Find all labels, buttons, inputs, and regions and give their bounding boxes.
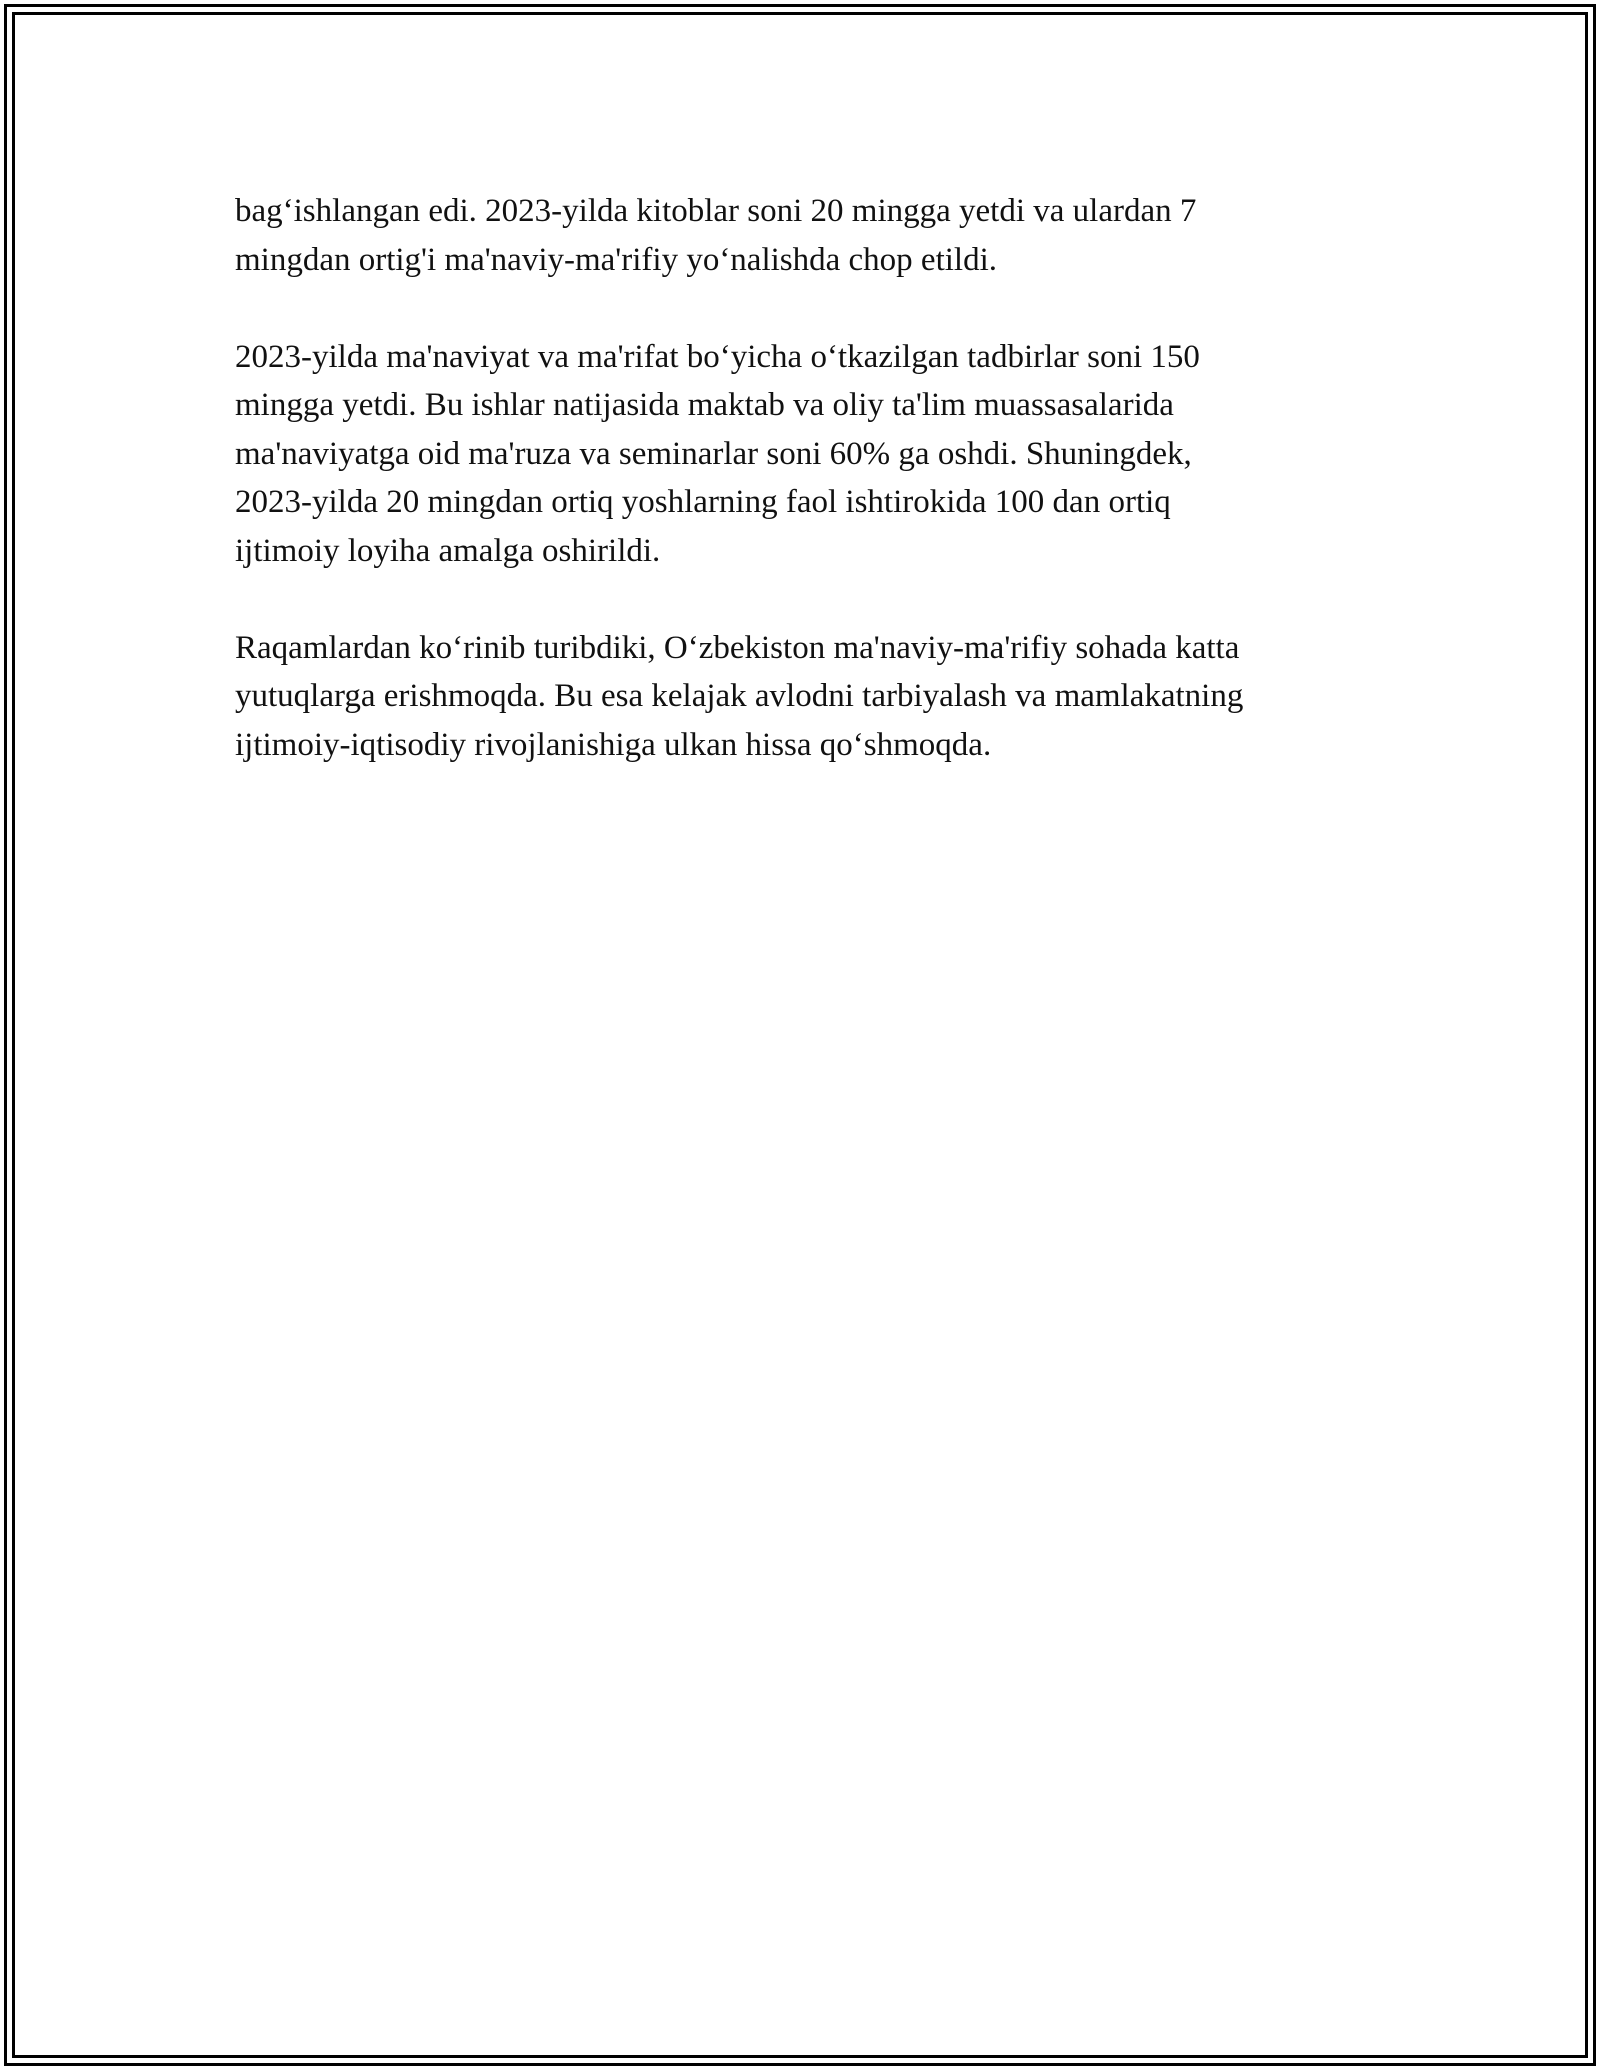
document-body — [235, 187, 1365, 818]
paragraph-line: ijtimoiy loyiha amalga oshirildi. — [235, 532, 661, 569]
paragraph-line: ijtimoiy-iqtisodiy rivojlanishiga ulkan hissa qo‘shmoqda. — [235, 726, 992, 763]
paragraph-line: yutuqlarga erishmoqda. Bu esa kelajak avlodni tarbiyalash va mamlakatning — [235, 678, 1244, 714]
paragraph-line: mingdan ortig'i ma'naviy-ma'rifiy yo‘nalishda chop etildi. — [235, 241, 997, 278]
paragraph-line: bag‘ishlangan edi. 2023-yilda kitoblar soni 20 mingga yetdi va ulardan 7 — [235, 193, 1197, 229]
paragraph-line: ma'naviyatga oid ma'ruza va seminarlar soni 60% ga oshdi. Shuningdek, — [235, 435, 1192, 472]
paragraph-line: Raqamlardan ko‘rinib turibdiki, O‘zbekiston ma'naviy-ma'rifiy sohada katta — [235, 629, 1240, 666]
paragraph-line: mingga yetdi. Bu ishlar natijasida maktab va oliy ta'lim muassasalarida — [235, 387, 1174, 423]
paragraph-2 — [235, 333, 1365, 576]
paragraph-line: 2023-yilda 20 mingdan ortiq yoshlarning faol ishtirokida 100 dan ortiq — [235, 484, 1171, 520]
paragraph-1 — [235, 187, 1365, 284]
paragraph-3 — [235, 624, 1365, 770]
paragraph-line: 2023-yilda ma'naviyat va ma'rifat bo‘yicha o‘tkazilgan tadbirlar soni 150 — [235, 338, 1200, 375]
